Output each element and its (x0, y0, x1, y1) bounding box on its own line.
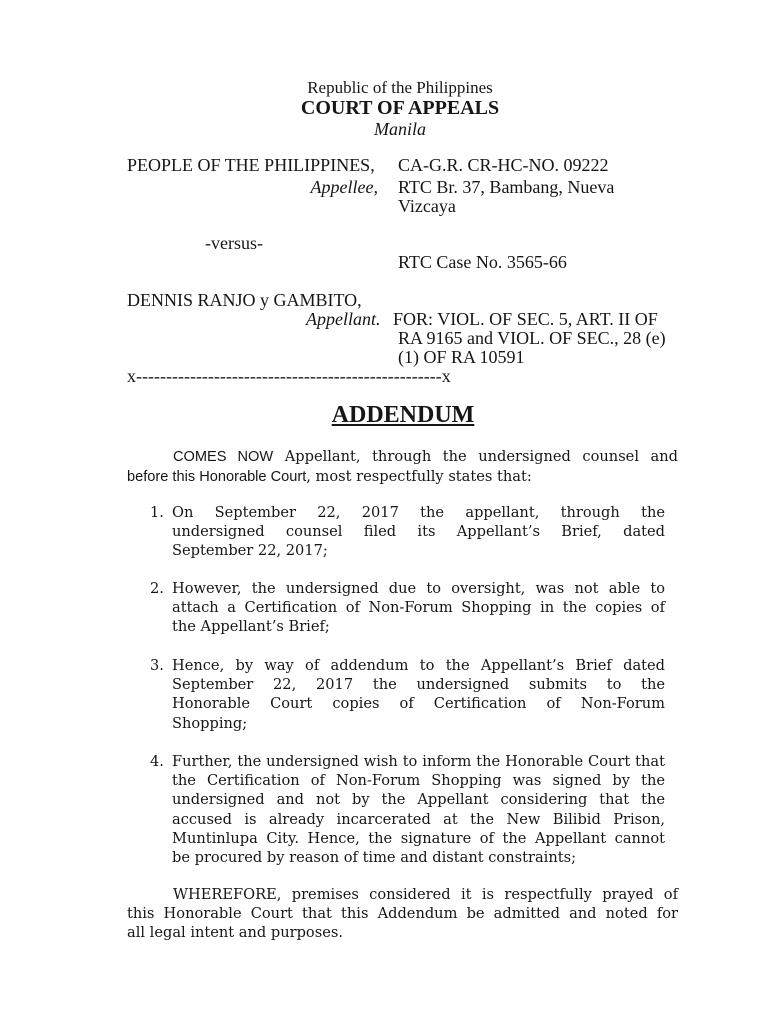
caption-plaintiff-role: Appellee, (310, 177, 378, 197)
item-line: be procured by reason of time and distant constraints; (172, 849, 576, 867)
intro-line-segment: Appellant, through the undersigned counsel and (284, 448, 678, 465)
caption-accused: DENNIS RANJO y GAMBITO, (127, 290, 362, 310)
intro-line-segment: COMES NOW (173, 449, 274, 465)
item-number: 1. (150, 504, 164, 521)
item-line: September 22, 2017 the undersigned submits to the (172, 676, 665, 694)
item-line: However, the undersigned due to oversight, was not able to (172, 580, 665, 597)
caption-separator: x---------------------------------------------------x (127, 366, 451, 386)
intro-paragraph (127, 447, 678, 487)
caption-case-number-line: CA-G.R. CR-HC-NO. 09222 (398, 155, 609, 175)
prayer-line: WHEREFORE, premises considered it is respectfully prayed of (173, 886, 678, 903)
caption-rtc-case: RTC Case No. 3565-66 (398, 252, 567, 272)
header-city: Manila (374, 119, 426, 139)
item-line: undersigned and not by the Appellant considering that the (172, 791, 665, 809)
caption-plaintiff: PEOPLE OF THE PHILIPPINES, (127, 155, 375, 175)
prayer-line: this Honorable Court that this Addendum be admitted and noted for (127, 905, 678, 923)
item-line: the Certification of Non-Forum Shopping was signed by the (172, 772, 665, 790)
intro-line (127, 467, 678, 487)
intro-line (173, 447, 678, 467)
header-court-name: COURT OF APPEALS (300, 97, 500, 119)
numbered-item (150, 752, 665, 867)
caption-charge-line: RA 9165 and VIOL. OF SEC., 28 (e) (398, 328, 666, 348)
header-republic: Republic of the Philippines (307, 78, 493, 97)
item-line: accused is already incarcerated at the New Bilibid Prison, (172, 810, 665, 828)
caption-versus: -versus- (205, 233, 263, 253)
prayer-paragraph (127, 885, 678, 943)
prayer-line: all legal intent and purposes. (127, 924, 343, 942)
item-line: Muntinlupa City. Hence, the signature of the Appellant cannot (172, 829, 665, 847)
caption-charge-line: FOR: VIOL. OF SEC. 5, ART. II OF (393, 309, 658, 329)
intro-line-segment: before this Honorable Court (127, 469, 307, 486)
item-line: Hence, by way of addendum to the Appellant’s Brief dated (172, 657, 665, 674)
item-line: the Appellant’s Brief; (172, 618, 330, 636)
caption-charge-line: (1) OF RA 10591 (398, 347, 525, 367)
item-line: undersigned counsel filed its Appellant’s Brief, dated (172, 523, 665, 541)
item-number: 3. (150, 657, 164, 674)
numbered-item (150, 503, 665, 561)
item-line: On September 22, 2017 the appellant, through the (172, 504, 665, 521)
item-number: 4. (150, 753, 164, 770)
numbered-item (150, 656, 665, 733)
caption-case-number-line: Vizcaya (398, 196, 456, 216)
document-title: ADDENDUM (331, 402, 475, 428)
item-line: Honorable Court copies of Certification of Non-Forum (172, 695, 665, 713)
caption-accused-role: Appellant. (306, 309, 381, 329)
numbered-item (150, 579, 665, 637)
item-number: 2. (150, 580, 164, 597)
item-line: attach a Certification of Non-Forum Shopping in the copies of (172, 599, 665, 617)
caption-case-number-line: RTC Br. 37, Bambang, Nueva (398, 177, 615, 197)
item-line: September 22, 2017; (172, 542, 328, 560)
item-line: Further, the undersigned wish to inform the Honorable Court that (172, 753, 665, 770)
intro-line-segment: , most respectfully states that: (306, 468, 532, 486)
item-line: Shopping; (172, 714, 248, 732)
